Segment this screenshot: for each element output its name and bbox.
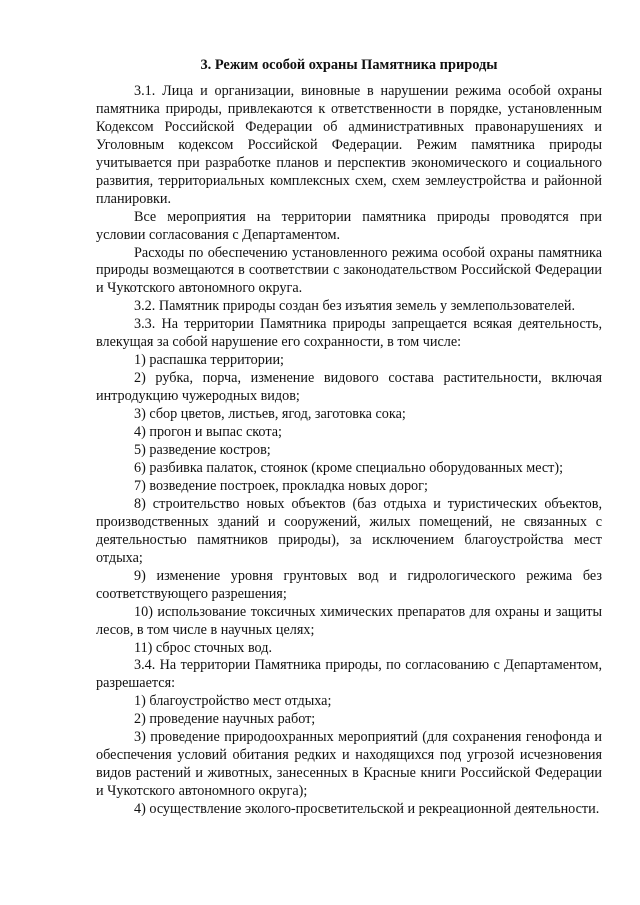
prohibited-item-8: 8) строительство новых объектов (баз отдыха и туристических объектов, производственных зданий и сооружений, жилых помещений, не связанных с деятельностью памятников природы), за исключением благоустройства мест отдыха; [96,495,602,566]
prohibited-item-4: 4) прогон и выпас скота; [134,424,282,441]
prohibited-item-2: 2) рубка, порча, изменение видового состава растительности, включая интродукцию чужеродных видов; [96,370,602,405]
prohibited-item-7: 7) возведение построек, прокладка новых дорог; [134,477,428,494]
prohibited-item-3: 3) сбор цветов, листьев, ягод, заготовка сока; [134,406,406,423]
prohibited-item-9: 9) изменение уровня грунтовых вод и гидрологического режима без соответствующего разрешения; [96,567,602,602]
document-page [96,57,602,819]
paragraph-approval: Все мероприятия на территории памятника природы проводятся при условии согласования с Департаментом. [96,208,602,243]
prohibited-item-1: 1) распашка территории; [134,352,284,369]
paragraph-3-4: 3.4. На территории Памятника природы, по согласованию с Департаментом, разрешается: [96,657,602,692]
prohibited-item-6: 6) разбивка палаток, стоянок (кроме специально оборудованных мест); [134,459,564,476]
prohibited-item-10: 10) использование токсичных химических препаратов для охраны и защиты лесов, в том числе в научных целях; [96,603,602,638]
paragraph-3-2: 3.2. Памятник природы создан без изъятия земель у землепользователей. [134,298,576,315]
permitted-item-4: 4) осуществление эколого-просветительской и рекреационной деятельности. [134,801,600,818]
permitted-item-1: 1) благоустройство мест отдыха; [134,693,332,710]
prohibited-item-5: 5) разведение костров; [134,442,271,459]
paragraph-expenses: Расходы по обеспечению установленного режима особой охраны памятника природы возмещаются в соответствии с законодательством Российской Федерации и Чукотского автономного округа. [96,244,602,297]
permitted-item-3: 3) проведение природоохранных мероприятий (для сохранения генофонда и обеспечения условий обитания редких и находящихся под угрозой исчезновения видов растений и животных, занесенных в Красные книги Российской Федерации и Чукотского автономного округа); [96,729,602,800]
paragraph-3-1: 3.1. Лица и организации, виновные в нарушении режима особой охраны памятника природы, привлекаются к ответственности в порядке, установленным Кодексом Российской Федерации об административных правонарушениях и Уголовным кодексом Российской Федерации. Режим памятника природы учитывается при разработке планов и перспектив экономического и социального развития, территориальных комплексных схем, схем землеустройства и районной планировки. [96,82,602,207]
permitted-item-2: 2) проведение научных работ; [134,711,316,728]
prohibited-item-11: 11) сброс сточных вод. [134,639,272,656]
section-heading: 3. Режим особой охраны Памятника природы [200,57,498,73]
paragraph-3-3: 3.3. На территории Памятника природы запрещается всякая деятельность, влекущая за собой нарушение его сохранности, в том числе: [96,316,602,351]
